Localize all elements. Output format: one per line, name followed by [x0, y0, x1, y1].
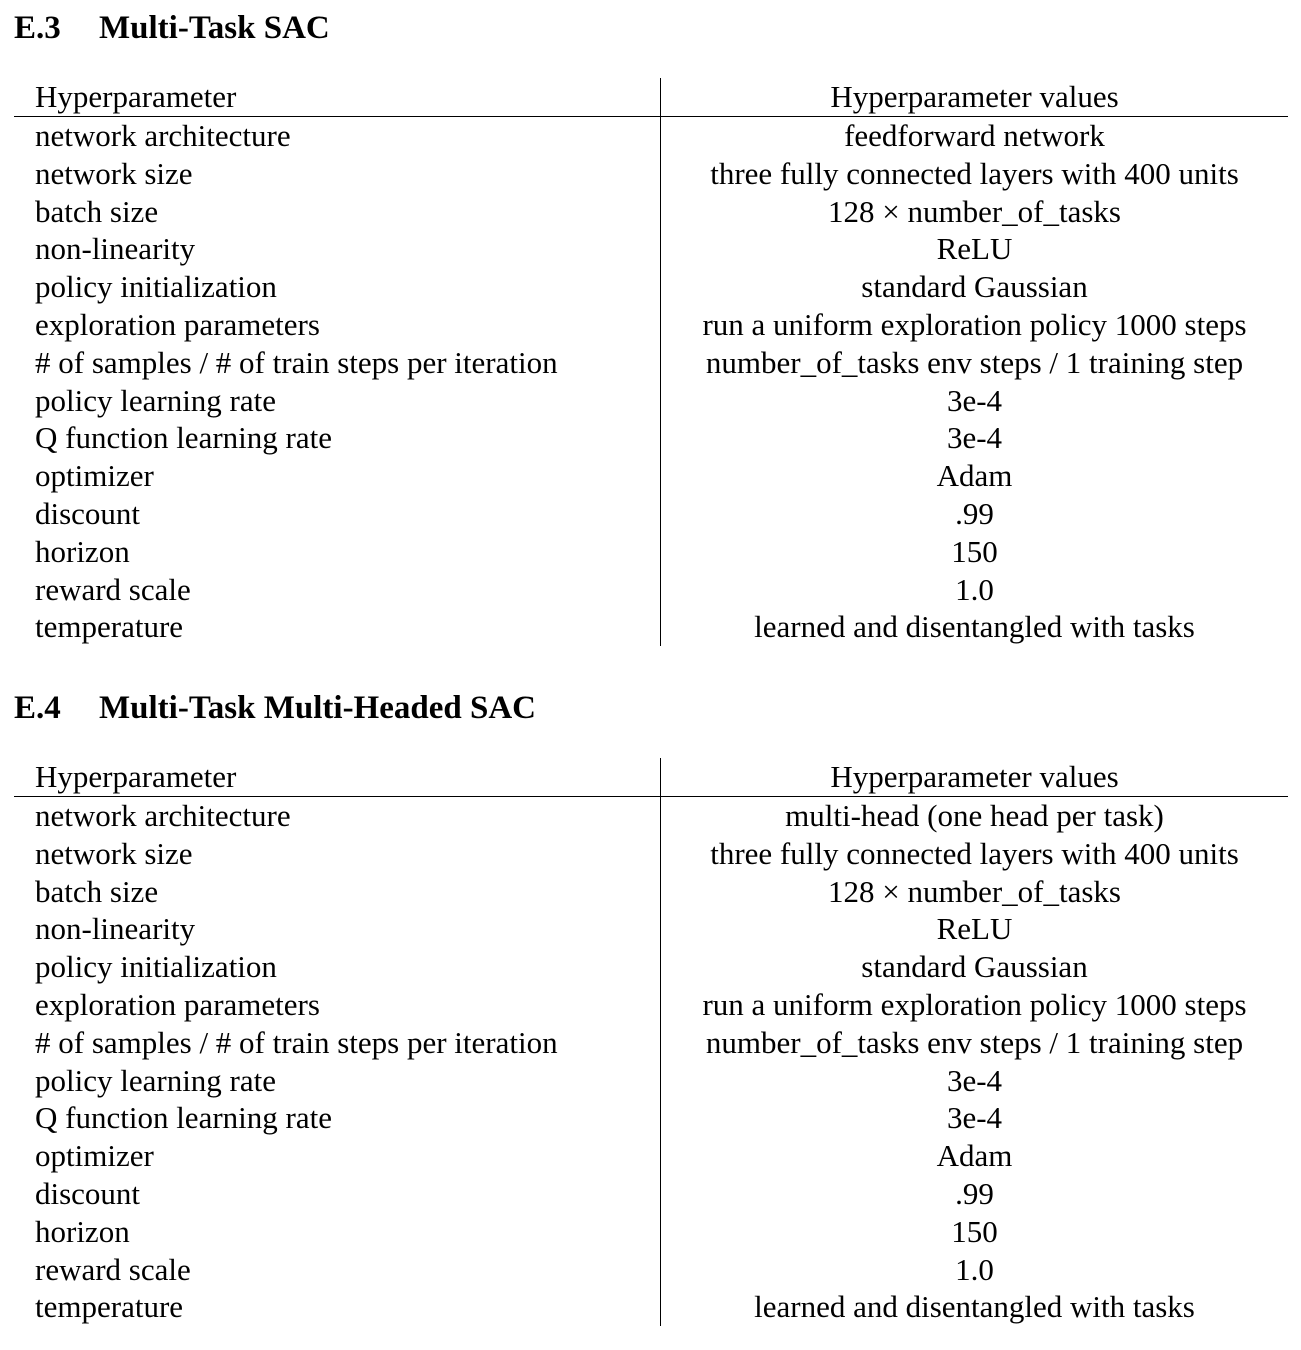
hyperparameter-name: optimizer — [14, 1137, 661, 1175]
table-row — [14, 986, 1288, 1024]
table-header-row — [14, 758, 1288, 797]
hyperparameter-value: .99 — [955, 495, 994, 531]
hyperparameter-value: 150 — [951, 1213, 998, 1249]
table-body — [14, 797, 1288, 1327]
hyperparameter-table — [14, 758, 1288, 1326]
hyperparameter-value: number_of_tasks env steps / 1 training step — [705, 1024, 1244, 1060]
section-number: E.3 — [14, 10, 61, 46]
section-title: Multi-Task Multi-Headed SAC — [99, 690, 536, 726]
hyperparameter-value: 3e-4 — [946, 382, 1003, 418]
hyperparameter-name: discount — [14, 1175, 661, 1213]
hyperparameter-name: non-linearity — [14, 230, 661, 268]
table-row — [14, 1024, 1288, 1062]
hyperparameter-name: network architecture — [14, 797, 661, 835]
column-header-values: Hyperparameter values — [830, 79, 1119, 115]
hyperparameter-value: Adam — [936, 458, 1013, 494]
table-row — [14, 230, 1288, 268]
table-row — [14, 835, 1288, 873]
hyperparameter-name: network size — [14, 155, 661, 193]
table-header-row — [14, 78, 1288, 117]
hyperparameter-value: multi-head (one head per task) — [785, 798, 1164, 833]
hyperparameter-value: ReLU — [936, 911, 1013, 947]
column-header-hyperparameter: Hyperparameter — [14, 758, 661, 797]
hyperparameter-value: number_of_tasks env steps / 1 training step — [705, 344, 1244, 380]
hyperparameter-name: reward scale — [14, 1251, 661, 1289]
table-row — [14, 382, 1288, 420]
hyperparameter-name: policy initialization — [14, 948, 661, 986]
table-row — [14, 1062, 1288, 1100]
table-row — [14, 155, 1288, 193]
hyperparameter-value: standard Gaussian — [861, 949, 1088, 985]
hyperparameter-value: 3e-4 — [946, 1100, 1003, 1136]
hyperparameter-name: discount — [14, 495, 661, 533]
table-row — [14, 193, 1288, 231]
table-row — [14, 571, 1288, 609]
table-row — [14, 873, 1288, 911]
table-row — [14, 533, 1288, 571]
hyperparameter-value: learned and disentangled with tasks — [754, 609, 1195, 645]
table-row — [14, 910, 1288, 948]
hyperparameter-name: Q function learning rate — [14, 1099, 661, 1137]
hyperparameter-value: feedforward network — [844, 118, 1105, 153]
hyperparameter-name: policy learning rate — [14, 1062, 661, 1100]
hyperparameter-value: 1.0 — [955, 571, 994, 607]
hyperparameter-name: # of samples / # of train steps per iteration — [14, 344, 661, 382]
hyperparameter-name: temperature — [14, 1288, 661, 1326]
hyperparameter-name: non-linearity — [14, 910, 661, 948]
section-title: Multi-Task SAC — [99, 10, 330, 46]
table-row — [14, 797, 1288, 835]
table-row — [14, 1213, 1288, 1251]
hyperparameter-value: three fully connected layers with 400 units — [710, 835, 1239, 871]
hyperparameter-value: 3e-4 — [946, 420, 1003, 456]
hyperparameter-value: 3e-4 — [946, 1062, 1003, 1098]
table-row — [14, 306, 1288, 344]
hyperparameter-value: three fully connected layers with 400 units — [710, 155, 1239, 191]
hyperparameter-value: ReLU — [936, 231, 1013, 267]
table-row — [14, 419, 1288, 457]
hyperparameter-name: batch size — [14, 193, 661, 231]
hyperparameter-name: horizon — [14, 533, 661, 571]
hyperparameter-table — [14, 78, 1288, 646]
hyperparameter-value: 128 × number_of_tasks — [827, 873, 1121, 909]
table-row — [14, 495, 1288, 533]
table-row — [14, 1137, 1288, 1175]
hyperparameter-value: run a uniform exploration policy 1000 steps — [702, 986, 1247, 1022]
hyperparameter-value: 1.0 — [955, 1251, 994, 1287]
hyperparameter-name: network size — [14, 835, 661, 873]
table-row — [14, 457, 1288, 495]
hyperparameter-value: 150 — [951, 533, 998, 569]
section-heading — [14, 688, 536, 728]
hyperparameter-name: Q function learning rate — [14, 419, 661, 457]
hyperparameter-name: temperature — [14, 608, 661, 646]
hyperparameter-name: reward scale — [14, 571, 661, 609]
hyperparameter-value: 128 × number_of_tasks — [827, 193, 1121, 229]
hyperparameter-name: exploration parameters — [14, 986, 661, 1024]
section-number: E.4 — [14, 690, 61, 726]
table-row — [14, 608, 1288, 646]
column-header-hyperparameter: Hyperparameter — [14, 78, 661, 117]
hyperparameter-name: network architecture — [14, 117, 661, 155]
hyperparameter-value: learned and disentangled with tasks — [754, 1289, 1195, 1325]
hyperparameter-name: policy learning rate — [14, 382, 661, 420]
column-header-values: Hyperparameter values — [830, 759, 1119, 795]
hyperparameter-name: optimizer — [14, 457, 661, 495]
hyperparameter-name: # of samples / # of train steps per iteration — [14, 1024, 661, 1062]
hyperparameter-name: horizon — [14, 1213, 661, 1251]
table-row — [14, 268, 1288, 306]
hyperparameter-value: run a uniform exploration policy 1000 steps — [702, 306, 1247, 342]
hyperparameter-name: exploration parameters — [14, 306, 661, 344]
hyperparameter-name: policy initialization — [14, 268, 661, 306]
table-row — [14, 1251, 1288, 1289]
hyperparameter-value: standard Gaussian — [861, 269, 1088, 305]
hyperparameter-value: .99 — [955, 1175, 994, 1211]
table-body — [14, 117, 1288, 647]
table-row — [14, 1099, 1288, 1137]
table-row — [14, 1175, 1288, 1213]
section-heading — [14, 8, 330, 48]
table-row — [14, 117, 1288, 155]
hyperparameter-value: Adam — [936, 1138, 1013, 1174]
table-row — [14, 1288, 1288, 1326]
table-row — [14, 344, 1288, 382]
hyperparameter-name: batch size — [14, 873, 661, 911]
table-row — [14, 948, 1288, 986]
